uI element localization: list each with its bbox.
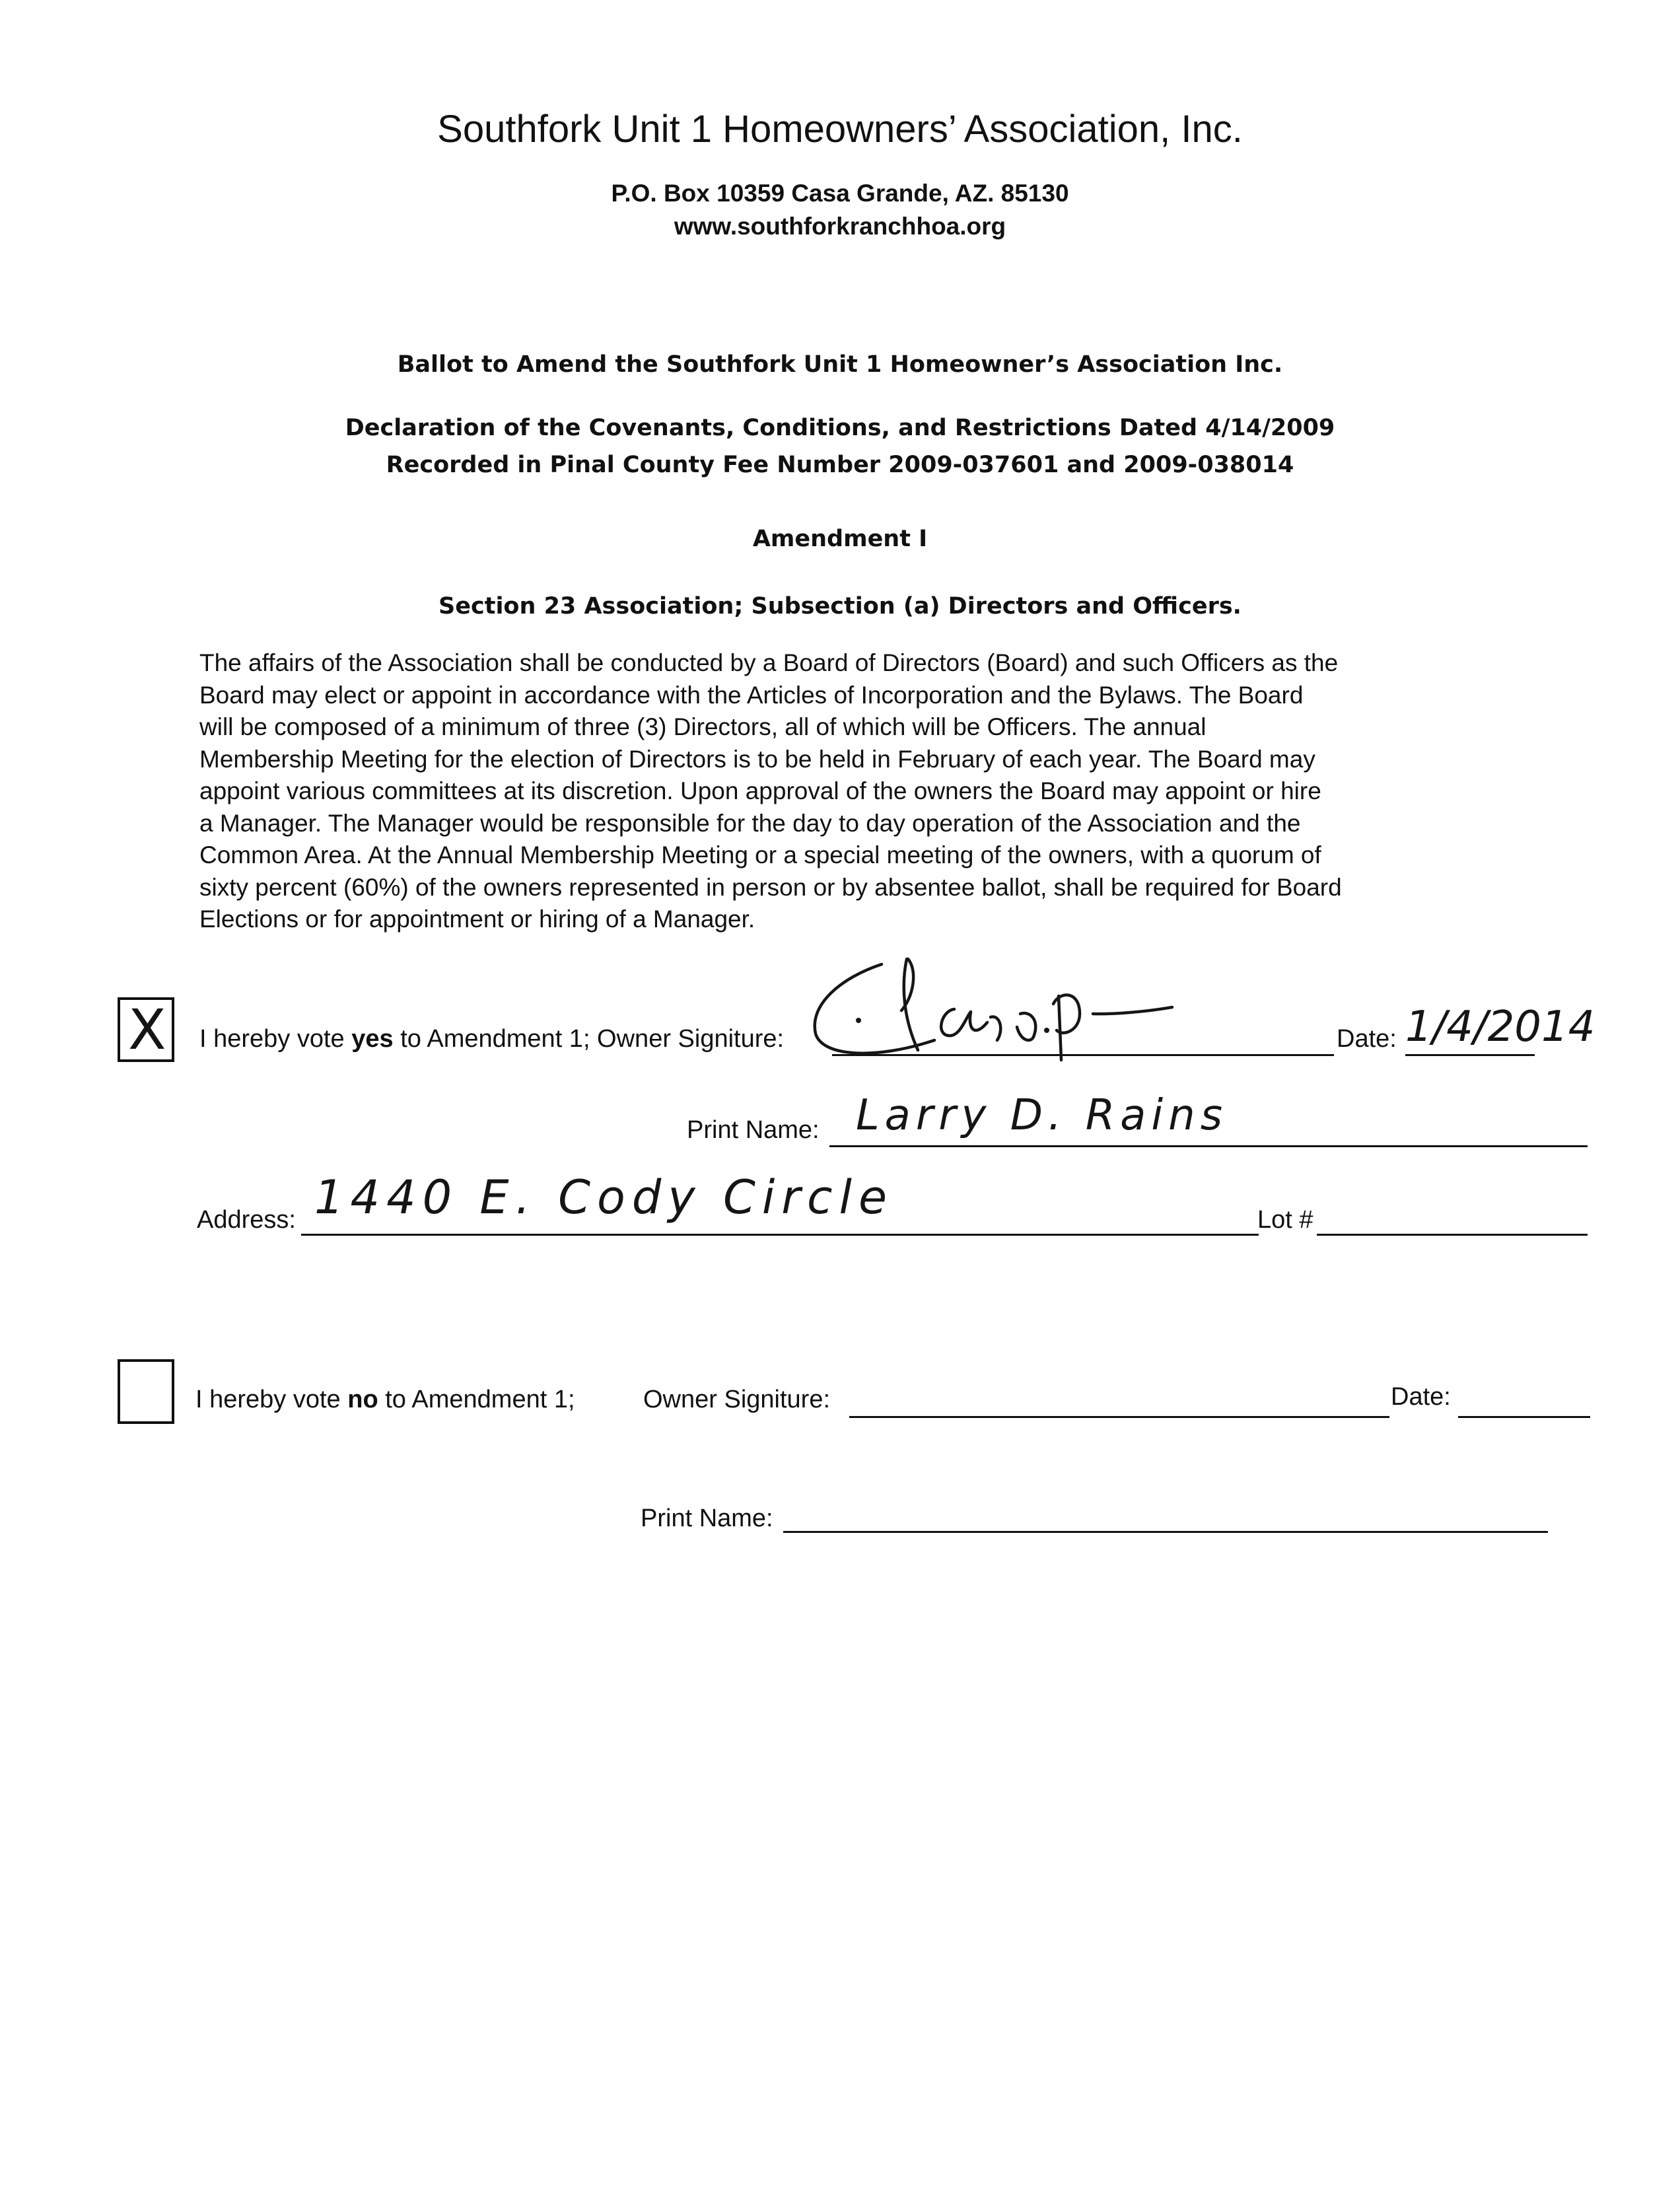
no-date-line[interactable] (1458, 1416, 1590, 1418)
body-line: Board may elect or appoint in accordance with the Articles of Incorporation and the Bylaws. The Board (199, 681, 1304, 709)
address-label: Address: (197, 1206, 296, 1234)
section-title: Section 23 Association; Subsection (a) Directors and Officers. (438, 593, 1242, 620)
no-print-name-label: Print Name: (641, 1505, 773, 1532)
declaration-line-1: Declaration of the Covenants, Conditions, and Restrictions Dated 4/14/2009 (345, 415, 1335, 441)
yes-print-name-label: Print Name: (687, 1116, 820, 1144)
body-line: appoint various committees at its discretion. Upon approval of the owners the Board may appoint or hire (199, 777, 1321, 804)
body-line: The affairs of the Association shall be conducted by a Board of Directors (Board) and such Officers as the (199, 649, 1339, 676)
no-vote-statement: I hereby vote no to Amendment 1; (195, 1386, 575, 1413)
body-line: sixty percent (60%) of the owners represented in person or by absentee ballot, shall be required for Board (199, 873, 1342, 901)
amendment-body-text (199, 647, 1500, 936)
no-print-name-line[interactable] (783, 1531, 1548, 1533)
lot-number-line[interactable] (1317, 1234, 1588, 1236)
amendment-title: Amendment I (752, 526, 928, 552)
no-signature-label: Owner Signiture: (643, 1386, 831, 1413)
body-line: will be composed of a minimum of three (3) Directors, all of which will be Officers. The annual (199, 713, 1207, 740)
yes-vote-statement: I hereby vote yes to Amendment 1; Owner Signiture: (199, 1025, 785, 1053)
body-line: Common Area. At the Annual Membership Meeting or a special meeting of the owners, with a quorum of (199, 841, 1321, 869)
yes-date-line[interactable] (1405, 1054, 1535, 1056)
address-line[interactable] (301, 1234, 1259, 1236)
organization-website: www.southforkranchhoa.org (674, 213, 1006, 240)
organization-address: P.O. Box 10359 Casa Grande, AZ. 85130 (611, 180, 1069, 207)
address-value: 1440 E. Cody Circle (314, 1170, 894, 1224)
yes-owner-signature (802, 951, 1212, 1067)
lot-number-label: Lot # (1257, 1206, 1313, 1234)
ballot-title: Ballot to Amend the Southfork Unit 1 Homeowner’s Association Inc. (397, 351, 1283, 378)
declaration-line-2: Recorded in Pinal County Fee Number 2009-037601 and 2009-038014 (386, 452, 1294, 478)
checkbox-x-mark: X (128, 997, 166, 1062)
yes-print-name-line[interactable] (829, 1145, 1588, 1147)
body-line: Elections or for appointment or hiring of a Manager. (199, 905, 755, 933)
body-line: Membership Meeting for the election of Directors is to be held in February of each year. The Board may (199, 745, 1315, 773)
yes-date-label: Date: (1337, 1025, 1397, 1053)
yes-date-value: 1/4/2014 (1405, 1003, 1595, 1051)
yes-vote-checkbox[interactable] (118, 997, 174, 1062)
no-date-label: Date: (1391, 1383, 1451, 1411)
body-line: a Manager. The Manager would be responsible for the day to day operation of the Association and the (199, 809, 1301, 837)
yes-print-name-value: Larry D. Rains (856, 1091, 1228, 1140)
no-vote-checkbox[interactable] (118, 1359, 174, 1424)
no-signature-line[interactable] (849, 1416, 1389, 1418)
organization-name: Southfork Unit 1 Homeowners’ Association, Inc. (437, 108, 1243, 151)
